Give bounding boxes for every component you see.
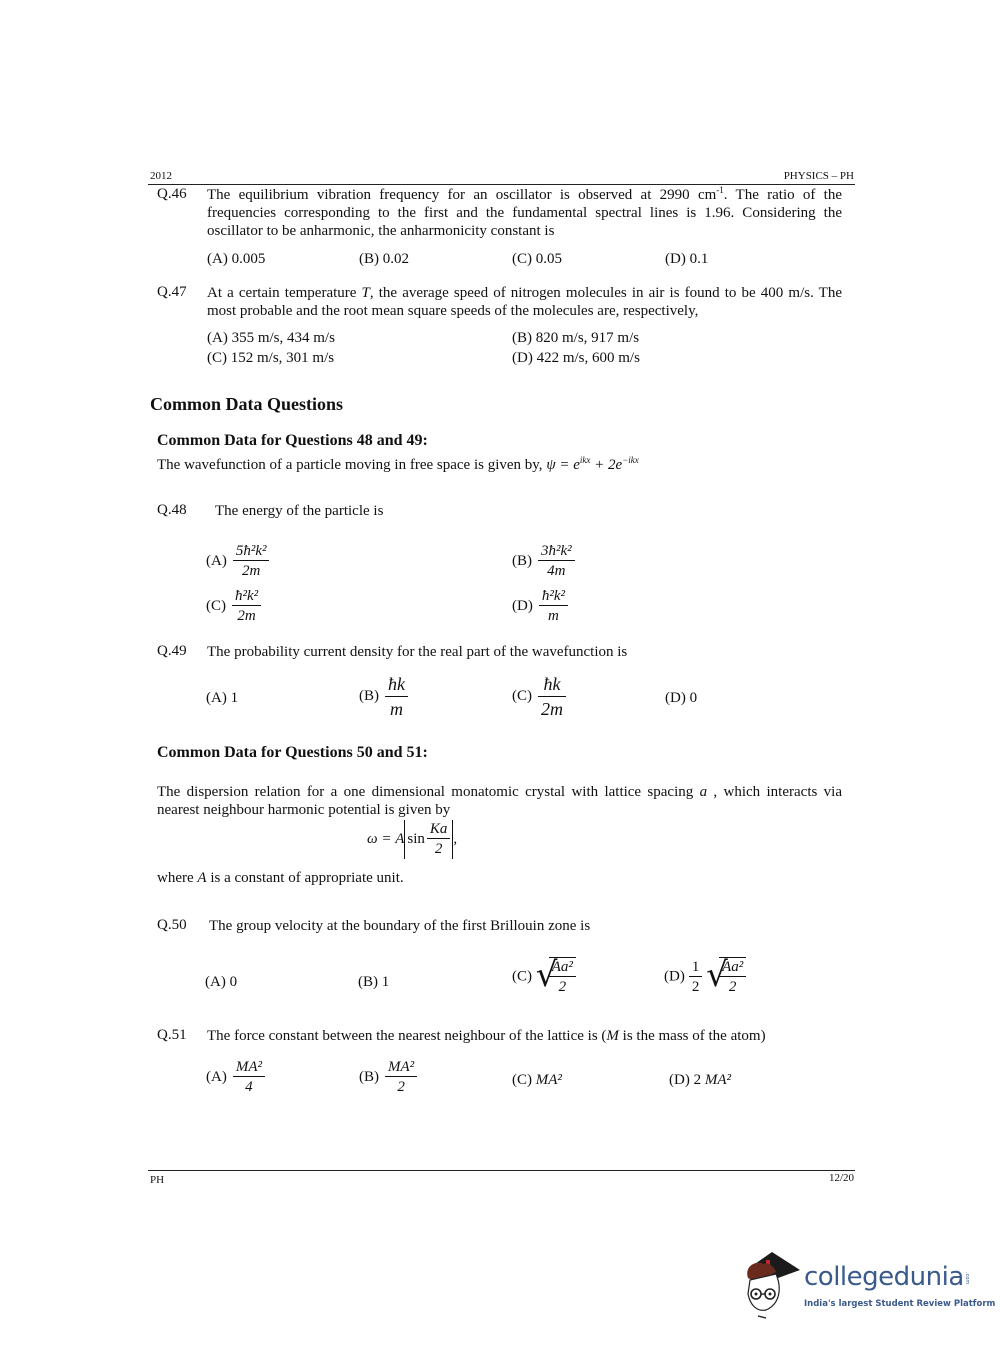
collegedunia-logo xyxy=(742,1248,996,1328)
sqrt-symbol: √ $\frac{\text{Aa²}}{2}$ xyxy=(706,957,746,997)
option-a: (A) 0 xyxy=(205,974,238,990)
brand-name: collegedunia xyxy=(804,1262,964,1292)
option-a: (A) 355 m/s, 434 m/s xyxy=(207,330,335,346)
header-year: 2012 xyxy=(150,170,172,182)
question-number: Q.49 xyxy=(157,643,187,659)
option-a: (A) 1 xyxy=(206,690,239,706)
question-number: Q.46 xyxy=(157,186,187,202)
question-number: Q.48 xyxy=(157,502,187,518)
option-b: (B) $\frac{\text{MA²}}{2}$ xyxy=(359,1058,417,1097)
section-heading: Common Data Questions xyxy=(150,394,344,414)
brand-tld: .com xyxy=(964,1272,970,1285)
header-subject: PHYSICS – PH xyxy=(783,170,854,182)
footer-rule xyxy=(148,1170,855,1171)
common-data-text: The wavefunction of a particle moving in free space is given by, $\psi = e^{ikx} + 2e^{-ikx}$ xyxy=(157,455,639,473)
option-c: (C) $\frac{ħk}{2m}$ xyxy=(512,672,566,721)
question-text: The group velocity at the boundary of the first Brillouin zone is xyxy=(209,918,591,934)
option-b: (B) $\frac{ħk}{m}$ xyxy=(359,672,408,721)
option-a: (A) $\frac{\text{MA²}}{4}$ xyxy=(206,1058,265,1097)
wavefunction-formula: $\psi = e^{ikx} + 2e^{-ikx}$ xyxy=(546,455,639,473)
common-data-heading: Common Data for Questions 50 and 51: xyxy=(157,744,428,761)
common-data-heading: Common Data for Questions 48 and 49: xyxy=(157,432,428,449)
option-d: (D) 0 xyxy=(665,690,698,706)
sqrt-symbol: √ $\frac{\text{Aa²}}{2}$ xyxy=(536,957,576,997)
option-b: (B) 0.02 xyxy=(359,251,409,267)
option-a: (A) 0.005 xyxy=(207,251,266,267)
common-data-note: where A is a constant of appropriate unit. xyxy=(157,870,404,886)
option-d: (D) 422 m/s, 600 m/s xyxy=(512,350,640,366)
question-text: The equilibrium vibration frequency for an oscillator is observed at 2990 $cm^{-1}$. The ratio of the frequencies corresponding to the first and the fundamental spectral lines is 1.96. Considering the oscillator to be anharmonic, the anharmonicity constant is xyxy=(207,185,843,239)
question-number: Q.51 xyxy=(157,1027,187,1043)
common-data-text: The dispersion relation for a one dimensional monatomic crystal with lattice spacing a , which interacts via nearest neighbour harmonic potential is given by xyxy=(157,784,842,818)
footer-page-number: 12/20 xyxy=(828,1172,854,1184)
option-d: (D) 2 MA² xyxy=(669,1072,731,1088)
option-c: (C) √ $\frac{\text{Aa²}}{2}$ xyxy=(512,957,576,997)
question-text: At a certain temperature T, the average speed of nitrogen molecules in air is found to be 400 m/s. The most probable and the root mean square speeds of the molecules are, respectively, xyxy=(207,285,843,319)
option-c: (C) $\frac{\text{ħ²k²}}{2m}$ xyxy=(206,587,261,626)
option-d: (D) $\frac{\text{ħ²k²}}{m}$ xyxy=(512,587,568,626)
mascot-icon xyxy=(742,1248,804,1322)
option-b: (B) $\frac{\text{3ħ²k²}}{4m}$ xyxy=(512,542,575,581)
option-a: (A) $\frac{\text{5ħ²k²}}{2m}$ xyxy=(206,542,269,581)
header-rule xyxy=(148,184,855,185)
question-number: Q.50 xyxy=(157,917,187,933)
option-b: (B) 1 xyxy=(358,974,390,990)
option-c: (C) 152 m/s, 301 m/s xyxy=(207,350,335,366)
question-text: The energy of the particle is xyxy=(215,503,384,519)
option-b: (B) 820 m/s, 917 m/s xyxy=(512,330,640,346)
question-text: The force constant between the nearest neighbour of the lattice is (M is the mass of the atom) xyxy=(207,1028,766,1044)
question-text: The probability current density for the real part of the wavefunction is xyxy=(207,644,628,660)
question-number: Q.47 xyxy=(157,284,187,300)
option-c: (C) 0.05 xyxy=(512,251,562,267)
option-d: (D) $\frac{1}{2}$ √ $\frac{\text{Aa²}}{2}$ xyxy=(664,957,746,997)
dispersion-formula: ω = A sin $\frac{Ka}{2}$ , xyxy=(367,821,458,857)
brand-tagline: India's largest Student Review Platform xyxy=(804,1299,996,1309)
footer-code: PH xyxy=(150,1174,165,1186)
option-c: (C) MA² xyxy=(512,1072,562,1088)
option-d: (D) 0.1 xyxy=(665,251,709,267)
